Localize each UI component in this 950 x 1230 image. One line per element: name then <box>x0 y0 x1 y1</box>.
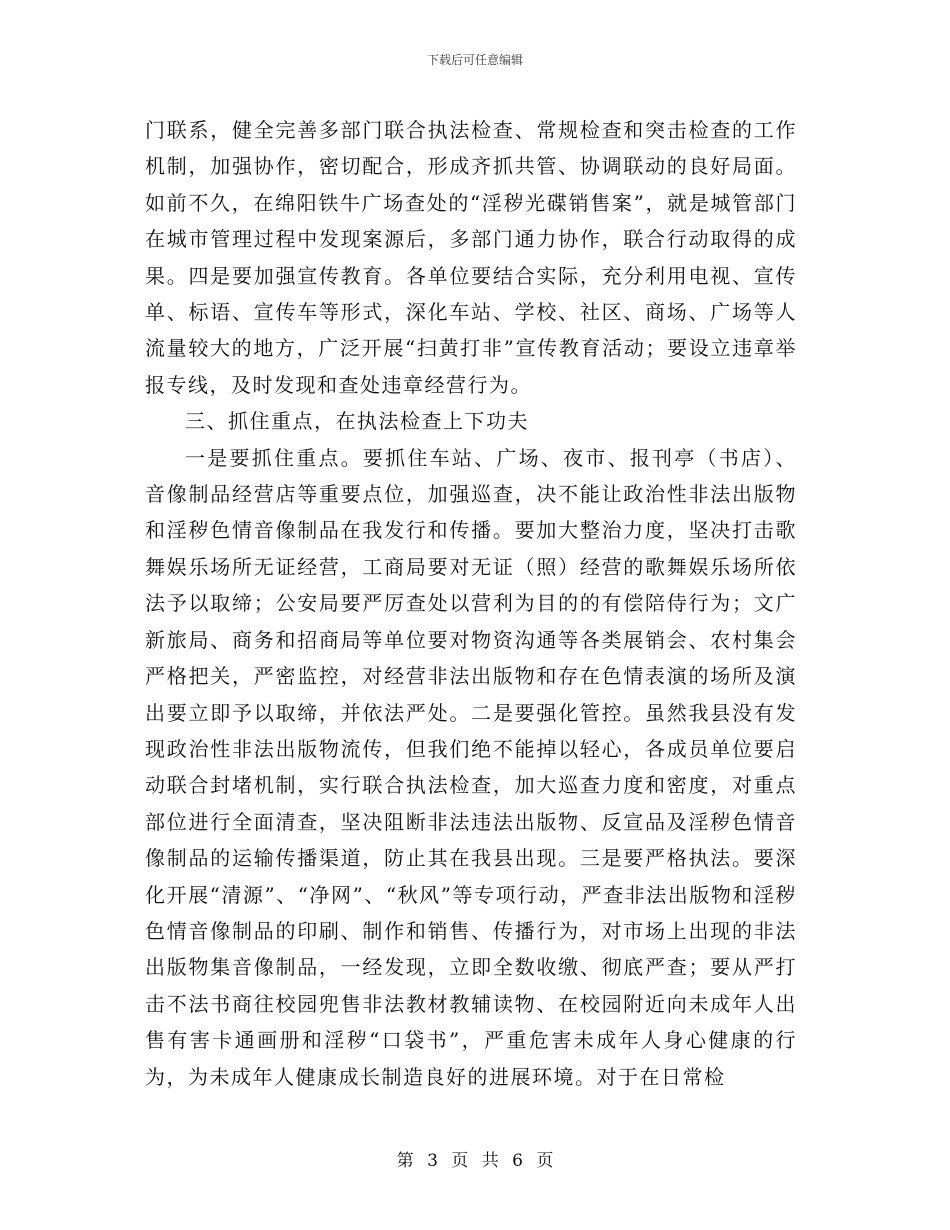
total-pages-number: 6 <box>512 1151 523 1171</box>
current-page-number: 3 <box>427 1151 438 1171</box>
footer-total-word: 共 <box>481 1151 499 1171</box>
page-header <box>0 52 950 68</box>
page-footer <box>0 1150 950 1172</box>
footer-page-unit-end: 页 <box>536 1151 554 1171</box>
paragraph-continuation: 门联系，健全完善多部门联合执法检查、常规检查和突击检查的工作机制，加强协作，密切配合，形成齐抓共管、协调联动的良好局面。如前不久，在绵阳铁牛广场查处的“淫秽光碟销售案”，就是城管部门在城市管理过程中发现案源后，多部门通力协作，联合行动取得的成果。四是要加强宣传教育。各单位要结合实际，充分利用电视、宣传单、标语、宣传车等形式，深化车站、学校、社区、商场、广场等人流量较大的地方，广泛开展“扫黄打非”宣传教育活动；要设立违章举报专线，及时发现和查处违章经营行为。 <box>145 118 797 397</box>
paragraph-key-points: 一是要抓住重点。要抓住车站、广场、夜市、报刊亭（书店）、音像制品经营店等重要点位，加强巡查，决不能让政治性非法出版物和淫秽色情音像制品在我发行和传播。要加大整治力度，坚决打击歌舞娱乐场所无证经营，工商局要对无证（照）经营的歌舞娱乐场所依法予以取缔；公安局要严厉查处以营利为目的的有偿陪侍行为；文广新旅局、商务和招商局等单位要对物资沟通等各类展销会、农村集会严格把关，严密监控，对经营非法出版物和存在色情表演的场所及演出要立即予以取缔，并依法严处。二是要强化管控。虽然我县没有发现政治性非法出版物流传，但我们绝不能掉以轻心，各成员单位要启动联合封堵机制，实行联合执法检查，加大巡查力度和密度，对重点部位进行全面清查，坚决阻断非法违法出版物、反宣品及淫秽色情音像制品的运输传播渠道，防止其在我县出现。三是要严格执法。要深化开展“清源”、“净网”、“秋风”等专项行动，严查非法出版物和淫秽色情音像制品的印刷、制作和销售、传播行为，对市场上出现的非法出版物集音像制品，一经发现，立即全数收缴、彻底严查；要从严打击不法书商往校园兜售非法教材教辅读物、在校园附近向未成年人出售有害卡通画册和淫秽“口袋书”，严重危害未成年人身心健康的行为，为未成年人健康成长制造良好的进展环境。对于在日常检 <box>145 445 797 1089</box>
document-body <box>145 112 797 1095</box>
footer-page-unit: 页 <box>451 1151 469 1171</box>
footer-prefix: 第 <box>396 1151 414 1171</box>
header-text: 下载后可任意编辑 <box>426 53 523 67</box>
section-heading: 三、抓住重点，在执法检查上下功夫 <box>185 409 529 434</box>
